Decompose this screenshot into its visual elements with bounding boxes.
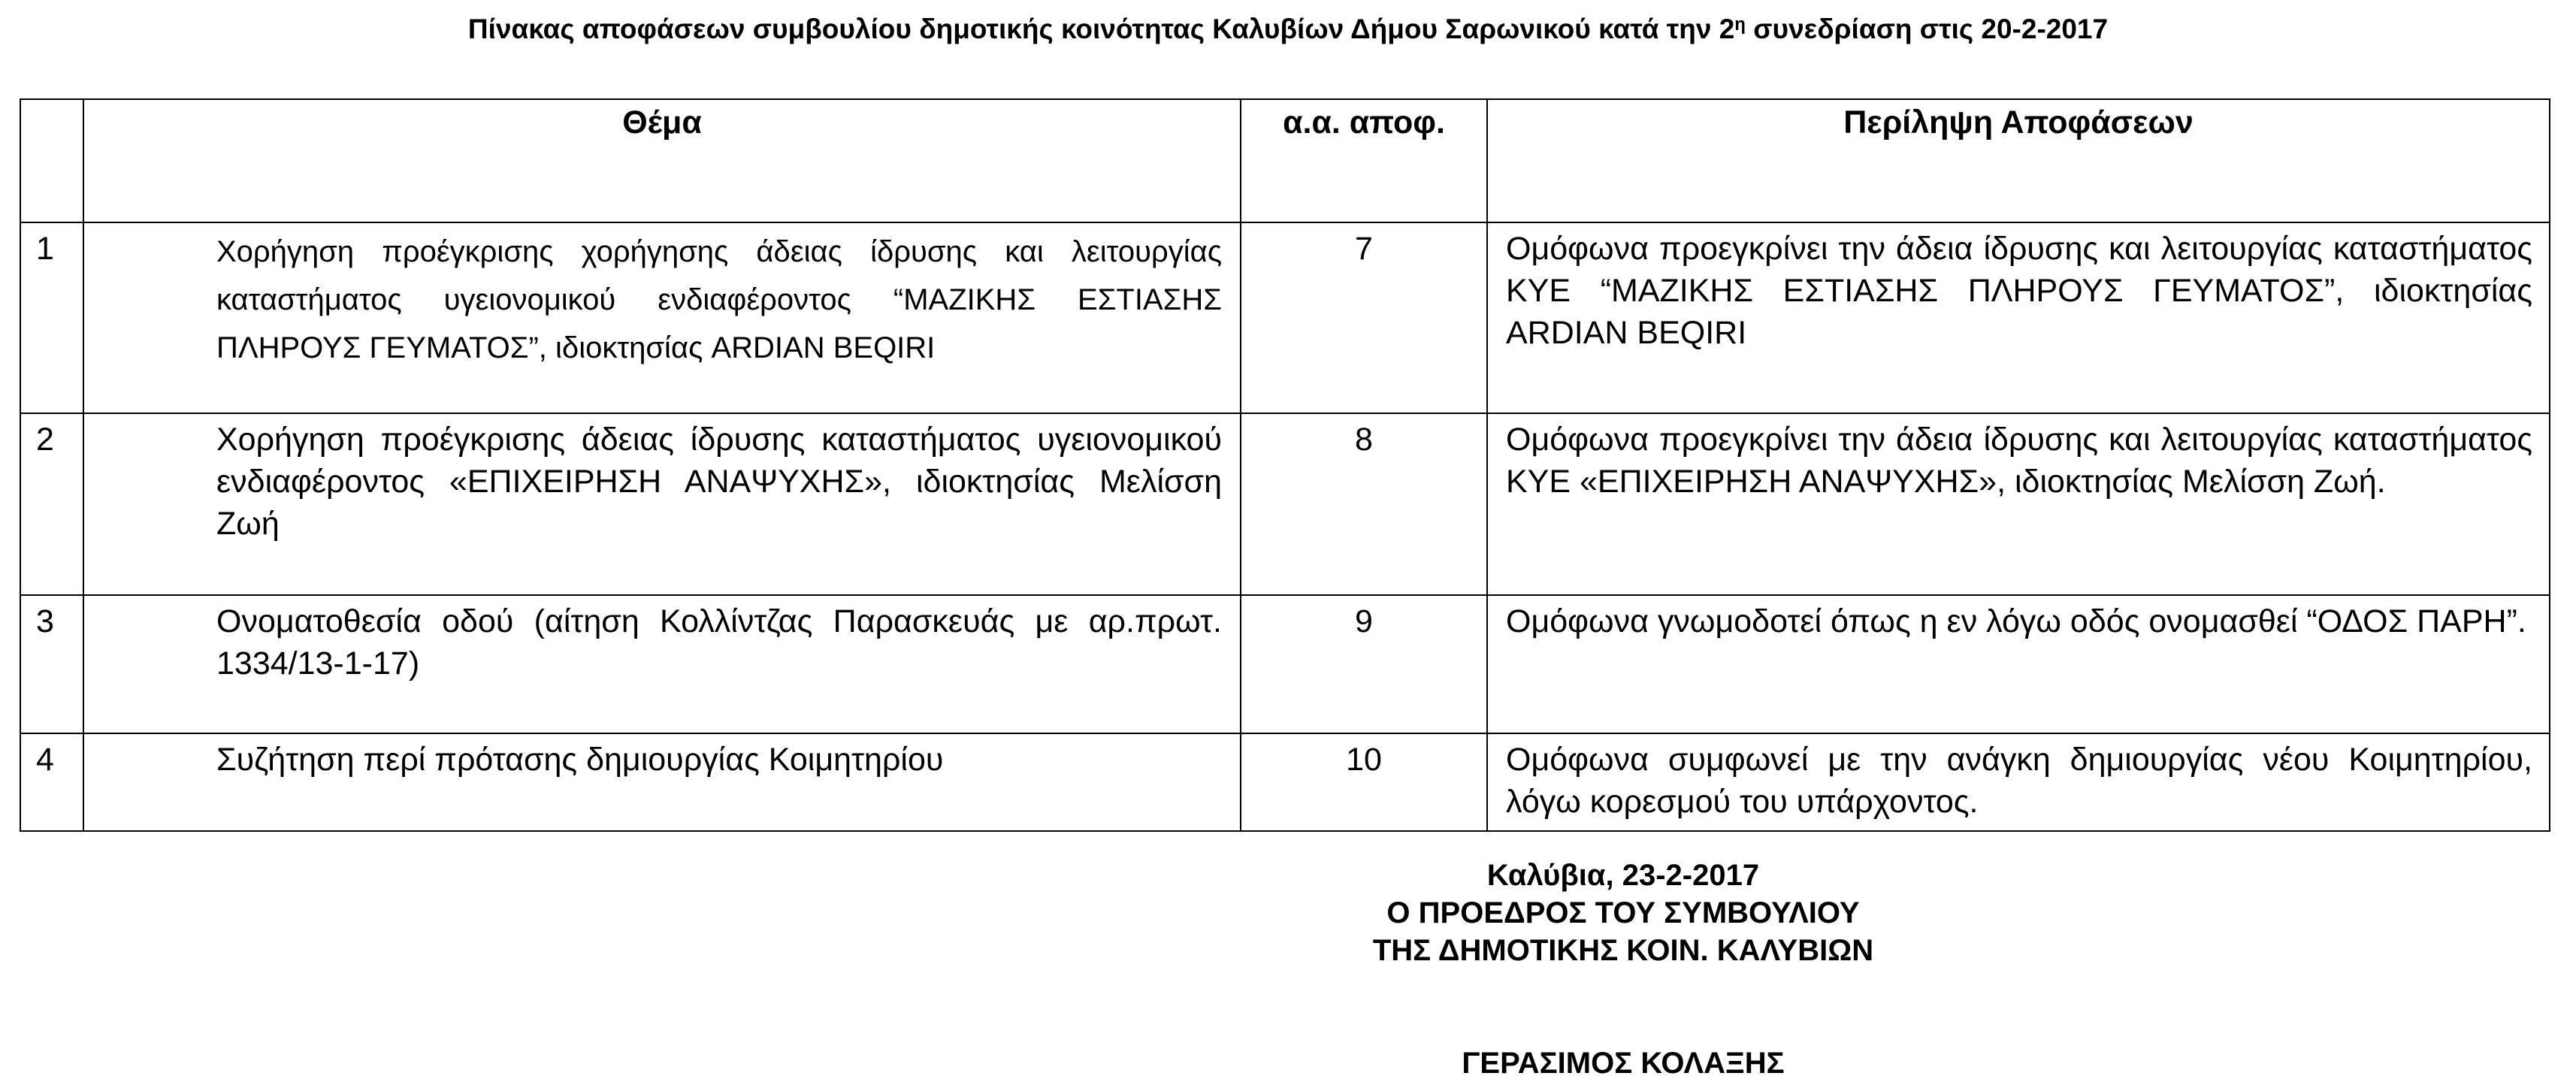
table-row [20,222,2550,413]
header-summary: Περίληψη Αποφάσεων [1487,99,2550,222]
decisions-table [20,98,2550,832]
row-number: 2 [20,413,83,595]
signature-role-line-2: ΤΗΣ ΔΗΜΟΤΙΚΗΣ ΚΟΙΝ. ΚΑΛΥΒΙΩΝ [1372,934,1874,967]
signature-name: ΓΕΡΑΣΙΜΟΣ ΚΟΛΑΞΗΣ [1462,1047,1785,1080]
header-topic: Θέμα [83,99,1241,222]
document-title [0,11,2576,48]
header-num [20,99,83,222]
row-number: 1 [20,222,83,413]
table-row [20,595,2550,733]
row-decision-number: 7 [1241,222,1487,413]
table-header-row [20,99,2550,222]
row-topic: Συζήτηση περί πρότασης δημιουργίας Κοιμητηρίου [83,733,1241,831]
row-summary: Ομόφωνα προεγκρίνει την άδεια ίδρυσης και λειτουργίας καταστήματος ΚΥΕ «ΕΠΙΧΕΙΡΗΣΗ ΑΝΑΨΥΧΗΣ», ιδιοκτησίας Μελίσση Ζωή. [1487,413,2550,595]
signature-role-line-1: Ο ΠΡΟΕΔΡΟΣ ΤΟΥ ΣΥΜΒΟΥΛΙΟΥ [1386,896,1860,929]
document-title-end: συνεδρίαση στις 20-2-2017 [1745,14,2109,44]
document-title-superscript: η [1734,14,1746,35]
row-topic: Ονοματοθεσία οδού (αίτηση Κολλίντζας Παρασκευάς με αρ.πρωτ. 1334/13-1-17) [83,595,1241,733]
table-row [20,733,2550,831]
row-number: 3 [20,595,83,733]
row-summary: Ομόφωνα γνωμοδοτεί όπως η εν λόγω οδός ονομασθεί “ΟΔΟΣ ΠΑΡΗ”. [1487,595,2550,733]
row-decision-number: 9 [1241,595,1487,733]
row-decision-number: 8 [1241,413,1487,595]
row-decision-number: 10 [1241,733,1487,831]
row-summary: Ομόφωνα συμφωνεί με την ανάγκη δημιουργίας νέου Κοιμητηρίου, λόγω κορεσμού του υπάρχοντος. [1487,733,2550,831]
signature-place-date: Καλύβια, 23-2-2017 [1486,859,1760,892]
row-topic: Χορήγηση προέγκρισης άδειας ίδρυσης καταστήματος υγειονομικού ενδιαφέροντος «ΕΠΙΧΕΙΡΗΣΗ ΑΝΑΨΥΧΗΣ», ιδιοκτησίας Μελίσση Ζωή [83,413,1241,595]
header-decision-number: α.α. αποφ. [1241,99,1487,222]
row-topic: Χορήγηση προέγκρισης χορήγησης άδειας ίδρυσης και λειτουργίας καταστήματος υγειονομικού ενδιαφέροντος “ΜΑΖΙΚΗΣ ΕΣΤΙΑΣΗΣ ΠΛΗΡΟΥΣ ΓΕΥΜΑΤΟΣ”, ιδιοκτησίας ARDIAN BEQIRI [83,222,1241,413]
row-number: 4 [20,733,83,831]
document-title-main: Πίνακας αποφάσεων συμβουλίου δημοτικής κοινότητας Καλυβίων Δήμου Σαρωνικού κατά την 2 [467,14,1735,44]
row-summary: Ομόφωνα προεγκρίνει την άδεια ίδρυσης και λειτουργίας καταστήματος ΚΥΕ “ΜΑΖΙΚΗΣ ΕΣΤΙΑΣΗΣ ΠΛΗΡΟΥΣ ΓΕΥΜΑΤΟΣ”, ιδιοκτησίας ARDIAN BEQIRI [1487,222,2550,413]
table-row [20,413,2550,595]
